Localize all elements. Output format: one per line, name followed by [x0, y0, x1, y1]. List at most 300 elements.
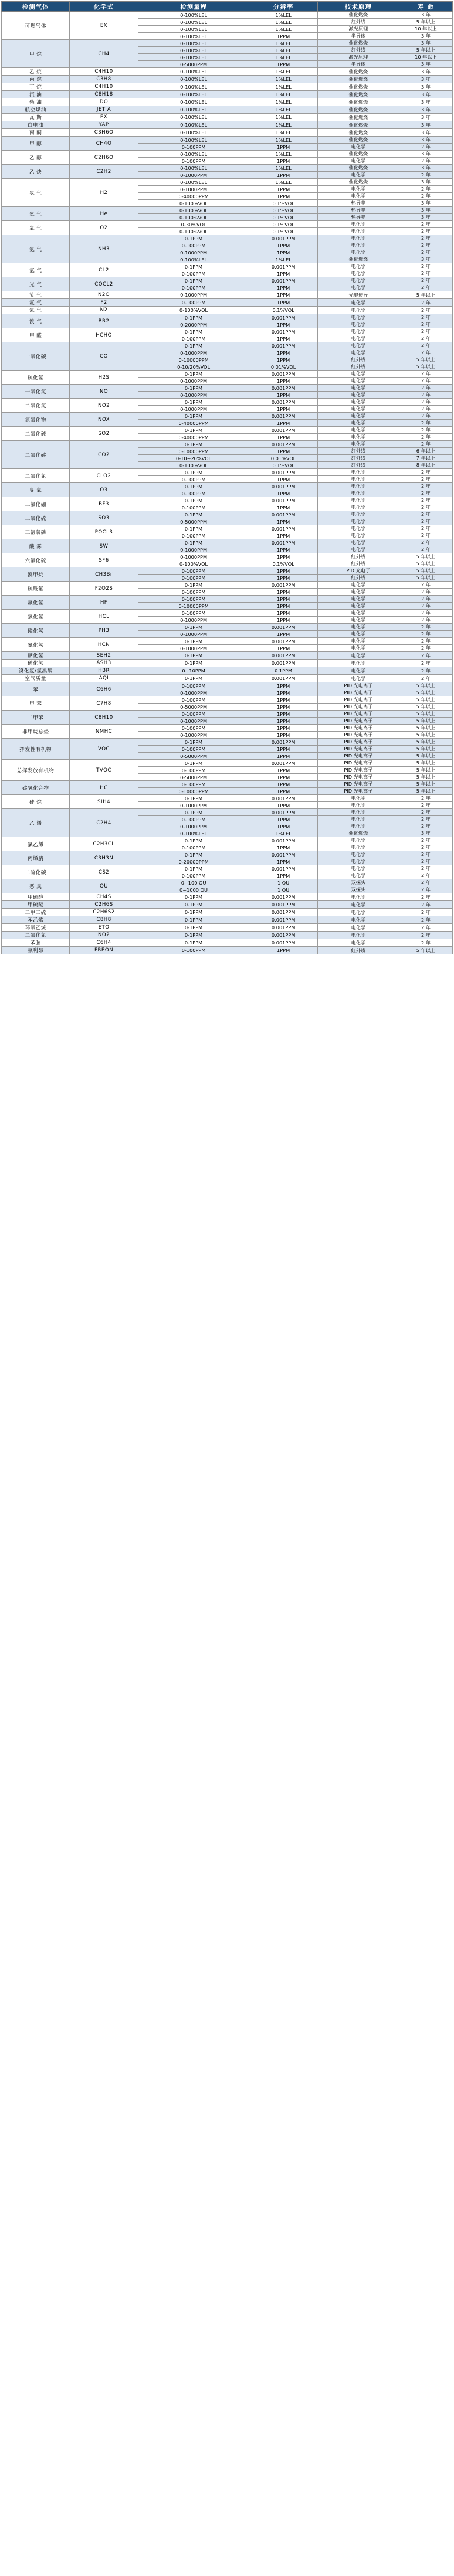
resolution-cell: 1%LEL	[249, 19, 317, 26]
range-cell: 0-100PPM	[138, 476, 249, 483]
range-cell: 0-1PPM	[138, 939, 249, 947]
table-row	[2, 68, 453, 76]
range-cell: 0-1PPM	[138, 314, 249, 321]
technology-cell: 电化学	[317, 504, 399, 511]
chemical-formula-cell: NO2	[70, 399, 138, 413]
table-row	[2, 567, 453, 575]
life-cell: 3 年	[399, 151, 452, 158]
technology-cell: 电化学	[317, 385, 399, 392]
chemical-formula-cell: N2O	[70, 291, 138, 299]
range-cell: 0-1000PPM	[138, 689, 249, 696]
resolution-cell: 1PPM	[249, 603, 317, 610]
chemical-formula-cell: HCL	[70, 610, 138, 624]
life-cell: 10 年以上	[399, 54, 452, 61]
range-cell: 0~100 OU	[138, 879, 249, 886]
life-cell: 2 年	[399, 235, 452, 242]
life-cell: 5 年以上	[399, 725, 452, 732]
technology-cell: 激光原理	[317, 54, 399, 61]
life-cell: 2 年	[399, 228, 452, 235]
technology-cell: 催化燃烧	[317, 98, 399, 106]
technology-cell: 电化学	[317, 638, 399, 645]
table-row	[2, 901, 453, 909]
technology-cell: 电化学	[317, 420, 399, 427]
life-cell: 2 年	[399, 328, 452, 335]
resolution-cell: 1PPM	[249, 335, 317, 342]
table-row	[2, 342, 453, 349]
gas-name-cell: 汽 油	[2, 91, 70, 98]
life-cell: 5 年以上	[399, 753, 452, 760]
resolution-cell: 1PPM	[249, 532, 317, 539]
chemical-formula-cell: HCN	[70, 638, 138, 652]
range-cell: 0-100PPM	[138, 335, 249, 342]
life-cell: 2 年	[399, 546, 452, 553]
life-cell: 2 年	[399, 263, 452, 270]
life-cell: 5 年以上	[399, 19, 452, 26]
table-row	[2, 596, 453, 603]
table-row	[2, 106, 453, 114]
life-cell: 2 年	[399, 221, 452, 228]
resolution-cell: 1%LEL	[249, 121, 317, 129]
technology-cell: 电化学	[317, 277, 399, 284]
technology-cell: 电化学	[317, 909, 399, 916]
resolution-cell: 1PPM	[249, 774, 317, 781]
range-cell: 0-1000PPM	[138, 553, 249, 560]
resolution-cell: 1PPM	[249, 631, 317, 638]
range-cell: 0-100PPM	[138, 567, 249, 575]
life-cell: 2 年	[399, 307, 452, 314]
table-row	[2, 307, 453, 314]
range-cell: 0-1PPM	[138, 851, 249, 858]
resolution-cell: 0.001PPM	[249, 277, 317, 284]
technology-cell: 电化学	[317, 675, 399, 682]
chemical-formula-cell: HC	[70, 781, 138, 795]
chemical-formula-cell: POCL3	[70, 525, 138, 539]
resolution-cell: 0.001PPM	[249, 939, 317, 947]
life-cell: 2 年	[399, 420, 452, 427]
technology-cell: 电化学	[317, 284, 399, 291]
column-header-formula: 化学式	[70, 2, 138, 12]
resolution-cell: 0.001PPM	[249, 932, 317, 939]
technology-cell: 催化燃烧	[317, 12, 399, 19]
range-cell: 0-100PPM	[138, 575, 249, 582]
technology-cell: 催化燃烧	[317, 40, 399, 47]
life-cell: 3 年	[399, 40, 452, 47]
resolution-cell: 1%LEL	[249, 26, 317, 33]
chemical-formula-cell: HBR	[70, 667, 138, 675]
technology-cell: 热导率	[317, 214, 399, 221]
chemical-formula-cell: O2	[70, 221, 138, 235]
life-cell: 5 年以上	[399, 781, 452, 788]
technology-cell: 电化学	[317, 546, 399, 553]
technology-cell: 电化学	[317, 335, 399, 342]
gas-name-cell: 丙 烷	[2, 76, 70, 83]
range-cell: 0-1PPM	[138, 441, 249, 448]
range-cell: 0-100%LEL	[138, 76, 249, 83]
range-cell: 0-1PPM	[138, 483, 249, 490]
gas-name-cell: 硒化氢	[2, 652, 70, 660]
range-cell: 0-1PPM	[138, 660, 249, 667]
life-cell: 5 年以上	[399, 682, 452, 689]
life-cell: 2 年	[399, 865, 452, 872]
chemical-formula-cell: C2H4	[70, 809, 138, 837]
gas-name-cell: 非甲烷总烃	[2, 725, 70, 739]
technology-cell: 催化燃烧	[317, 256, 399, 263]
technology-cell: 红外线	[317, 575, 399, 582]
resolution-cell: 1PPM	[249, 546, 317, 553]
resolution-cell: 0.001PPM	[249, 385, 317, 392]
gas-name-cell: 空气质量	[2, 675, 70, 682]
life-cell: 2 年	[399, 299, 452, 307]
life-cell: 3 年	[399, 214, 452, 221]
resolution-cell: 1PPM	[249, 567, 317, 575]
gas-name-cell: 氟化氢	[2, 596, 70, 610]
technology-cell: 催化燃烧	[317, 165, 399, 172]
technology-cell: 电化学	[317, 497, 399, 504]
life-cell: 10 年以上	[399, 26, 452, 33]
life-cell: 5 年以上	[399, 696, 452, 704]
life-cell: 2 年	[399, 193, 452, 200]
technology-cell: 电化学	[317, 610, 399, 617]
range-cell: 0-100PPM	[138, 781, 249, 788]
resolution-cell: 1PPM	[249, 349, 317, 356]
table-row	[2, 40, 453, 47]
life-cell: 7 年以上	[399, 455, 452, 462]
resolution-cell: 1PPM	[249, 725, 317, 732]
technology-cell: 半导体	[317, 33, 399, 40]
technology-cell: 电化学	[317, 193, 399, 200]
gas-name-cell: 柴 油	[2, 98, 70, 106]
resolution-cell: 0.001PPM	[249, 582, 317, 589]
chemical-formula-cell: CO2	[70, 441, 138, 469]
chemical-formula-cell: SF6	[70, 553, 138, 567]
range-cell: 0-40000PPM	[138, 420, 249, 427]
resolution-cell: 1%LEL	[249, 137, 317, 144]
chemical-formula-cell: NH3	[70, 235, 138, 263]
life-cell: 2 年	[399, 186, 452, 193]
technology-cell: 电化学	[317, 802, 399, 809]
chemical-formula-cell: AQI	[70, 675, 138, 682]
range-cell: 0-1000PPM	[138, 378, 249, 385]
resolution-cell: 1PPM	[249, 858, 317, 865]
range-cell: 0-100PPM	[138, 299, 249, 307]
table-row	[2, 525, 453, 532]
table-header-row	[2, 2, 453, 12]
table-row	[2, 837, 453, 844]
technology-cell: 电化学	[317, 490, 399, 497]
life-cell: 5 年以上	[399, 47, 452, 54]
range-cell: 0-100%LEL	[138, 19, 249, 26]
range-cell: 0-1PPM	[138, 497, 249, 504]
technology-cell: 热导率	[317, 207, 399, 214]
resolution-cell: 0.001PPM	[249, 675, 317, 682]
range-cell: 0-1PPM	[138, 511, 249, 518]
chemical-formula-cell: He	[70, 207, 138, 221]
gas-name-cell: 苯乙烯	[2, 916, 70, 924]
chemical-formula-cell: C2H6S	[70, 901, 138, 909]
gas-name-cell: 六氟化硫	[2, 553, 70, 567]
resolution-cell: 1PPM	[249, 406, 317, 413]
life-cell: 3 年	[399, 207, 452, 214]
chemical-formula-cell: C2H2	[70, 165, 138, 179]
range-cell: 0-100PPM	[138, 144, 249, 151]
table-row	[2, 511, 453, 518]
range-cell: 0-100%LEL	[138, 98, 249, 106]
chemical-formula-cell: C4H10	[70, 83, 138, 91]
chemical-formula-cell: ETO	[70, 924, 138, 932]
resolution-cell: 1PPM	[249, 553, 317, 560]
range-cell: 0-1000PPM	[138, 186, 249, 193]
table-row	[2, 739, 453, 746]
technology-cell: 电化学	[317, 392, 399, 399]
table-row	[2, 916, 453, 924]
range-cell: 0-5000PPM	[138, 704, 249, 711]
technology-cell: 催化燃烧	[317, 137, 399, 144]
range-cell: 0-100PPM	[138, 504, 249, 511]
gas-name-cell: 砷化氢	[2, 660, 70, 667]
gas-name-cell: 笑 气	[2, 291, 70, 299]
table-row	[2, 553, 453, 560]
table-row	[2, 469, 453, 476]
resolution-cell: 0.001PPM	[249, 924, 317, 932]
range-cell: 0-100PPM	[138, 158, 249, 165]
life-cell: 2 年	[399, 277, 452, 284]
chemical-formula-cell: SO3	[70, 511, 138, 525]
life-cell: 2 年	[399, 802, 452, 809]
technology-cell: 电化学	[317, 901, 399, 909]
range-cell: 0-100%LEL	[138, 54, 249, 61]
table-row	[2, 760, 453, 767]
range-cell: 0-100%LEL	[138, 33, 249, 40]
resolution-cell: 0.001PPM	[249, 795, 317, 802]
range-cell: 0-30%VOL	[138, 221, 249, 228]
range-cell: 0-100PPM	[138, 947, 249, 954]
table-row	[2, 277, 453, 284]
range-cell: 0-100PPM	[138, 589, 249, 596]
gas-name-cell: 二氧化碳	[2, 441, 70, 469]
table-row	[2, 263, 453, 270]
life-cell: 3 年	[399, 106, 452, 114]
technology-cell: 电化学	[317, 518, 399, 525]
resolution-cell: 0.001PPM	[249, 652, 317, 660]
resolution-cell: 1PPM	[249, 378, 317, 385]
chemical-formula-cell: H2	[70, 179, 138, 207]
technology-cell: PID 光电离子	[317, 753, 399, 760]
life-cell: 2 年	[399, 525, 452, 532]
technology-cell: 电化学	[317, 589, 399, 596]
range-cell: 0-1000PPM	[138, 823, 249, 830]
table-row	[2, 539, 453, 546]
range-cell: 0-1PPM	[138, 399, 249, 406]
gas-name-cell: 甲 醇	[2, 137, 70, 151]
resolution-cell: 1PPM	[249, 732, 317, 739]
resolution-cell: 0.001PPM	[249, 901, 317, 909]
technology-cell: 电化学	[317, 865, 399, 872]
resolution-cell: 1%LEL	[249, 91, 317, 98]
resolution-cell: 1%LEL	[249, 256, 317, 263]
resolution-cell: 1PPM	[249, 781, 317, 788]
resolution-cell: 1PPM	[249, 172, 317, 179]
resolution-cell: 1PPM	[249, 746, 317, 753]
life-cell: 6 年以上	[399, 448, 452, 455]
technology-cell: 激光原理	[317, 26, 399, 33]
range-cell: 0-1PPM	[138, 624, 249, 631]
life-cell: 2 年	[399, 335, 452, 342]
resolution-cell: 1%LEL	[249, 165, 317, 172]
range-cell: 0-1000PPM	[138, 802, 249, 809]
technology-cell: 电化学	[317, 371, 399, 378]
chemical-formula-cell: CH3Br	[70, 567, 138, 582]
resolution-cell: 0.001PPM	[249, 399, 317, 406]
gas-name-cell: 氟利昂	[2, 947, 70, 954]
gas-name-cell: 一氧化氮	[2, 385, 70, 399]
range-cell: 0-100%VOL	[138, 307, 249, 314]
chemical-formula-cell: NOX	[70, 413, 138, 427]
table-row	[2, 12, 453, 19]
technology-cell: 电化学	[317, 795, 399, 802]
range-cell: 0-1000PPM	[138, 732, 249, 739]
technology-cell: PID 光电子	[317, 567, 399, 575]
range-cell: 0-1PPM	[138, 413, 249, 420]
technology-cell: PID 光电离子	[317, 704, 399, 711]
chemical-formula-cell: YAP	[70, 121, 138, 129]
technology-cell: 电化学	[317, 228, 399, 235]
life-cell: 2 年	[399, 851, 452, 858]
resolution-cell: 0.1%VOL	[249, 462, 317, 469]
resolution-cell: 1PPM	[249, 392, 317, 399]
range-cell: 0-1000PPM	[138, 291, 249, 299]
technology-cell: 光聚透导	[317, 291, 399, 299]
resolution-cell: 0.1PPM	[249, 667, 317, 675]
table-row	[2, 179, 453, 186]
life-cell: 2 年	[399, 652, 452, 660]
chemical-formula-cell: F2O2S	[70, 582, 138, 596]
table-row	[2, 667, 453, 675]
resolution-cell: 1%LEL	[249, 98, 317, 106]
technology-cell: 电化学	[317, 483, 399, 490]
range-cell: 0-5000PPM	[138, 518, 249, 525]
chemical-formula-cell: OU	[70, 879, 138, 893]
range-cell: 0-100%LEL	[138, 12, 249, 19]
range-cell: 0-1PPM	[138, 909, 249, 916]
resolution-cell: 1PPM	[249, 144, 317, 151]
chemical-formula-cell: CH4S	[70, 893, 138, 901]
technology-cell: 电化学	[317, 916, 399, 924]
life-cell: 2 年	[399, 518, 452, 525]
life-cell: 2 年	[399, 371, 452, 378]
life-cell: 3 年	[399, 68, 452, 76]
table-row	[2, 91, 453, 98]
technology-cell: 电化学	[317, 511, 399, 518]
technology-cell: 电化学	[317, 660, 399, 667]
resolution-cell: 0.001PPM	[249, 427, 317, 434]
life-cell: 3 年	[399, 129, 452, 137]
table-body	[2, 12, 453, 954]
technology-cell: PID 光电离子	[317, 682, 399, 689]
life-cell: 2 年	[399, 610, 452, 617]
gas-name-cell: 一氧化碳	[2, 342, 70, 371]
range-cell: 0-100PPM	[138, 844, 249, 851]
technology-cell: 电化学	[317, 158, 399, 165]
range-cell: 0-1PPM	[138, 371, 249, 378]
life-cell: 2 年	[399, 504, 452, 511]
resolution-cell: 1PPM	[249, 788, 317, 795]
resolution-cell: 1PPM	[249, 947, 317, 954]
technology-cell: 电化学	[317, 349, 399, 356]
technology-cell: 电化学	[317, 186, 399, 193]
resolution-cell: 1%LEL	[249, 151, 317, 158]
technology-cell: 红外线	[317, 553, 399, 560]
range-cell: 0-1PPM	[138, 932, 249, 939]
table-row	[2, 314, 453, 321]
resolution-cell: 1PPM	[249, 872, 317, 879]
resolution-cell: 1PPM	[249, 696, 317, 704]
life-cell: 2 年	[399, 675, 452, 682]
range-cell: 0-10000PPM	[138, 356, 249, 363]
range-cell: 0-100PPM	[138, 532, 249, 539]
column-header-gas: 检测气体	[2, 2, 70, 12]
life-cell: 2 年	[399, 924, 452, 932]
gas-name-cell: 二氧化氮	[2, 932, 70, 939]
life-cell: 5 年以上	[399, 767, 452, 774]
table-row	[2, 909, 453, 916]
table-row	[2, 652, 453, 660]
technology-cell: 电化学	[317, 582, 399, 589]
chemical-formula-cell: C3H3N	[70, 851, 138, 865]
life-cell: 2 年	[399, 660, 452, 667]
table-row	[2, 947, 453, 954]
range-cell: 0-100%LEL	[138, 68, 249, 76]
resolution-cell: 0.001PPM	[249, 371, 317, 378]
column-header-technology: 技术原理	[317, 2, 399, 12]
range-cell: 0-100%LEL	[138, 40, 249, 47]
technology-cell: 电化学	[317, 413, 399, 420]
gas-name-cell: 丙烯腈	[2, 851, 70, 865]
technology-cell: 催化燃烧	[317, 91, 399, 98]
column-header-life: 寿 命	[399, 2, 452, 12]
life-cell: 2 年	[399, 270, 452, 277]
table-row	[2, 851, 453, 858]
resolution-cell: 1PPM	[249, 718, 317, 725]
technology-cell: 电化学	[317, 872, 399, 879]
chemical-formula-cell: C2H3CL	[70, 837, 138, 851]
life-cell: 5 年以上	[399, 575, 452, 582]
life-cell: 2 年	[399, 539, 452, 546]
range-cell: 0-100PPM	[138, 682, 249, 689]
gas-name-cell: 三氟化硼	[2, 497, 70, 511]
resolution-cell: 1PPM	[249, 158, 317, 165]
life-cell: 2 年	[399, 823, 452, 830]
range-cell: 0-1PPM	[138, 385, 249, 392]
life-cell: 2 年	[399, 603, 452, 610]
range-cell: 0-100%VOL	[138, 462, 249, 469]
gas-name-cell: 酸 雾	[2, 539, 70, 553]
technology-cell: 催化燃烧	[317, 114, 399, 121]
technology-cell: 电化学	[317, 406, 399, 413]
technology-cell: PID 光电离子	[317, 689, 399, 696]
resolution-cell: 0.001PPM	[249, 328, 317, 335]
technology-cell: 电化学	[317, 893, 399, 901]
range-cell: 0-1PPM	[138, 328, 249, 335]
life-cell: 5 年以上	[399, 363, 452, 371]
resolution-cell: 0.001PPM	[249, 539, 317, 546]
table-row	[2, 809, 453, 816]
technology-cell: 电化学	[317, 823, 399, 830]
table-row	[2, 675, 453, 682]
table-row	[2, 924, 453, 932]
technology-cell: 电化学	[317, 476, 399, 483]
range-cell: 0-5000PPM	[138, 753, 249, 760]
resolution-cell: 1PPM	[249, 242, 317, 249]
